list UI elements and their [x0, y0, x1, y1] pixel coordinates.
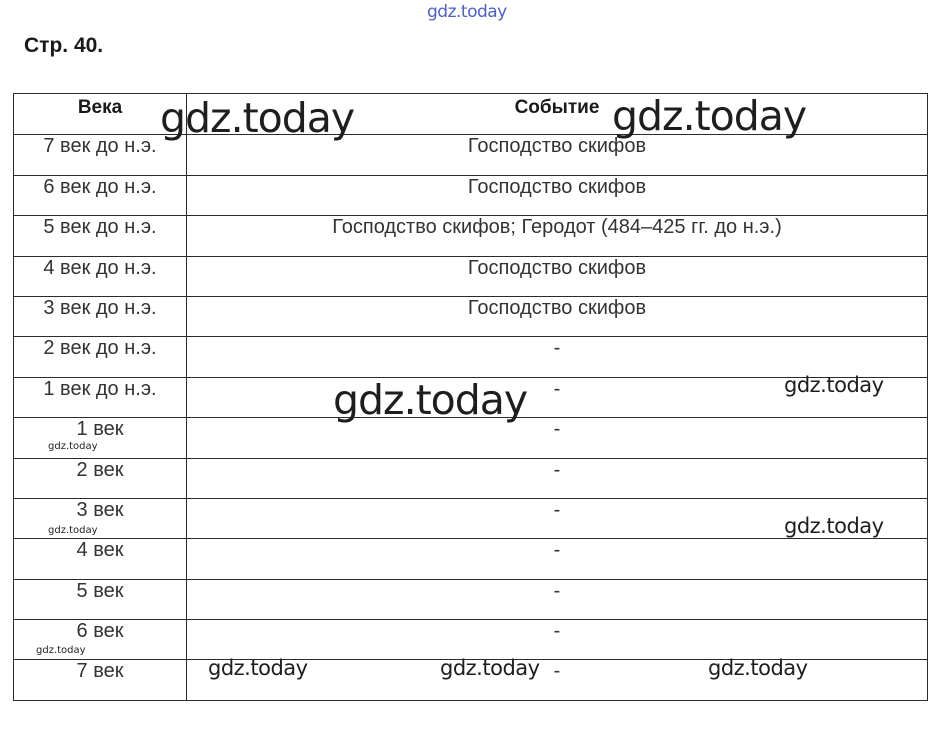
- century-cell: 4 век до н.э.: [14, 256, 187, 296]
- century-cell: 5 век до н.э.: [14, 216, 187, 256]
- table-row: [14, 175, 928, 215]
- watermark: gdz.today: [708, 656, 808, 680]
- table-row: [14, 539, 928, 579]
- century-cell: 3 век до н.э.: [14, 296, 187, 336]
- event-cell: -: [187, 539, 928, 579]
- event-cell: Господство скифов: [187, 256, 928, 296]
- watermark: gdz.today: [333, 376, 528, 424]
- century-cell: 4 век: [14, 539, 187, 579]
- century-cell: 1 век: [14, 418, 187, 458]
- watermark-top: gdz.today: [427, 2, 507, 22]
- table-row: [14, 579, 928, 619]
- page-title: Стр. 40.: [24, 34, 104, 57]
- header-centuries: Века: [14, 94, 187, 135]
- event-cell: -: [187, 660, 928, 700]
- event-cell: Господство скифов: [187, 175, 928, 215]
- century-cell: 6 век: [14, 620, 187, 660]
- event-cell: -: [187, 579, 928, 619]
- table-row: [14, 458, 928, 498]
- table-row: [14, 296, 928, 336]
- event-cell: -: [187, 458, 928, 498]
- watermark: gdz.today: [208, 656, 308, 680]
- event-cell: -: [187, 498, 928, 538]
- event-cell: Господство скифов: [187, 296, 928, 336]
- table-row: [14, 256, 928, 296]
- watermark: gdz.today: [48, 441, 98, 452]
- century-cell: 6 век до н.э.: [14, 175, 187, 215]
- watermark: gdz.today: [160, 94, 355, 142]
- watermark: gdz.today: [784, 514, 884, 538]
- table-row: [14, 337, 928, 377]
- century-cell: 3 век: [14, 498, 187, 538]
- century-cell: 7 век до н.э.: [14, 135, 187, 175]
- event-cell: Господство скифов: [187, 135, 928, 175]
- event-cell: -: [187, 337, 928, 377]
- event-cell: -: [187, 418, 928, 458]
- century-cell: 1 век до н.э.: [14, 377, 187, 417]
- century-cell: 2 век: [14, 458, 187, 498]
- event-cell: Господство скифов; Геродот (484–425 гг. до н.э.): [187, 216, 928, 256]
- century-cell: 5 век: [14, 579, 187, 619]
- watermark: gdz.today: [612, 92, 807, 140]
- event-cell: -: [187, 620, 928, 660]
- watermark: gdz.today: [36, 645, 86, 656]
- event-cell: -: [187, 377, 928, 417]
- watermark: gdz.today: [784, 373, 884, 397]
- century-cell: 7 век: [14, 660, 187, 700]
- watermark: gdz.today: [440, 656, 540, 680]
- table-row: [14, 620, 928, 660]
- header-event: Событие: [187, 94, 928, 135]
- watermark: gdz.today: [48, 525, 98, 536]
- table-row: [14, 135, 928, 175]
- century-cell: 2 век до н.э.: [14, 337, 187, 377]
- table-row: [14, 216, 928, 256]
